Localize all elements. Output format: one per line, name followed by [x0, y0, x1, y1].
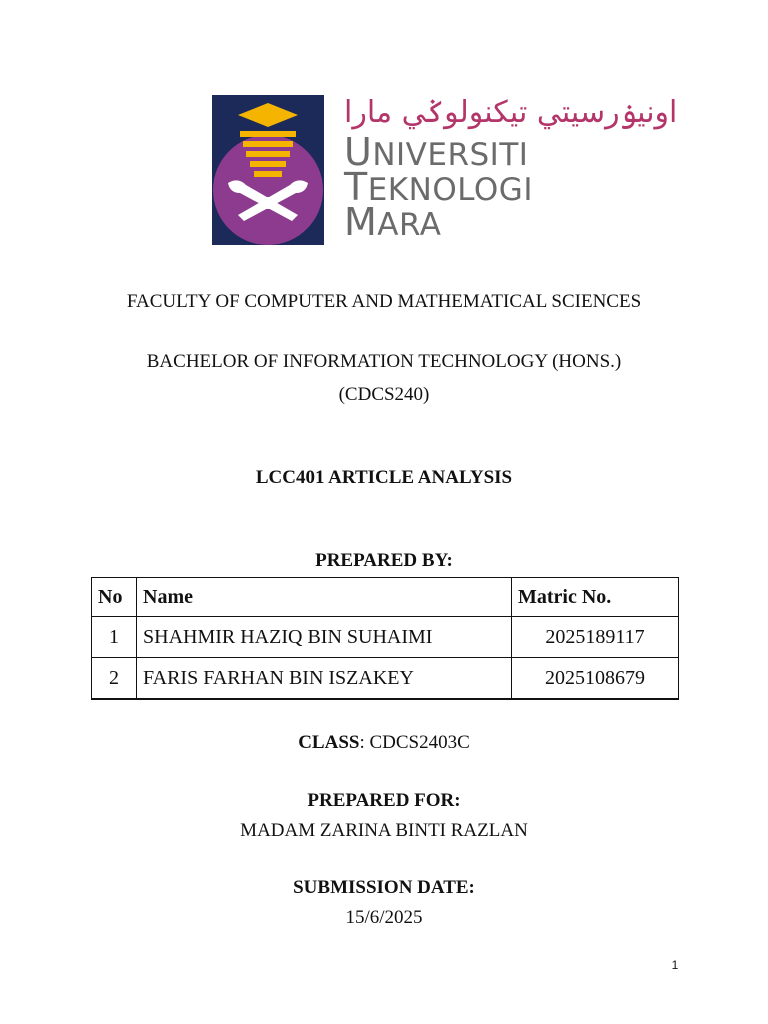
row-name: SHAHMIR HAZIQ BIN SUHAIMI: [137, 617, 512, 658]
members-table: [91, 577, 679, 700]
jawi-script: اونيۏرسيتي تيکنولوݢي مارا: [344, 95, 678, 130]
document-title: LCC401 ARTICLE ANALYSIS: [255, 467, 513, 488]
submission-date: 15/6/2025: [345, 907, 423, 928]
lecturer-name: MADAM ZARINA BINTI RAZLAN: [240, 820, 528, 841]
table-header-row: [92, 578, 679, 617]
prepared-for-heading: PREPARED FOR:: [307, 790, 461, 811]
row-matric: 2025189117: [512, 617, 679, 658]
row-name: FARIS FARHAN BIN ISZAKEY: [137, 658, 512, 700]
header-name: Name: [137, 578, 512, 617]
class-label: CLASS: [298, 732, 360, 753]
row-no: 2: [92, 658, 137, 700]
uitm-crest-icon: [210, 95, 330, 245]
class-line: [0, 731, 768, 755]
programme-code: (CDCS240): [338, 384, 430, 405]
uitm-wordmark: [344, 95, 678, 245]
table-row: [92, 658, 679, 700]
prepared-by-heading: PREPARED BY:: [315, 550, 453, 571]
class-value: : CDCS2403C: [359, 732, 470, 753]
table-row: [92, 617, 679, 658]
row-matric: 2025108679: [512, 658, 679, 700]
header-matric: Matric No.: [512, 578, 679, 617]
submission-date-heading: SUBMISSION DATE:: [293, 877, 475, 898]
programme-name: BACHELOR OF INFORMATION TECHNOLOGY (HONS.): [146, 351, 622, 372]
wordmark-line-universiti: UNIVERSITI: [344, 130, 529, 174]
page-number: 1: [671, 958, 679, 972]
wordmark-line-mara: MARA: [344, 200, 442, 244]
row-no: 1: [92, 617, 137, 658]
header-no: No: [92, 578, 137, 617]
faculty-name: FACULTY OF COMPUTER AND MATHEMATICAL SCIENCES: [126, 291, 642, 312]
uitm-logo: [210, 95, 678, 245]
wordmark-line-teknologi: TEKNOLOGI: [344, 165, 533, 209]
